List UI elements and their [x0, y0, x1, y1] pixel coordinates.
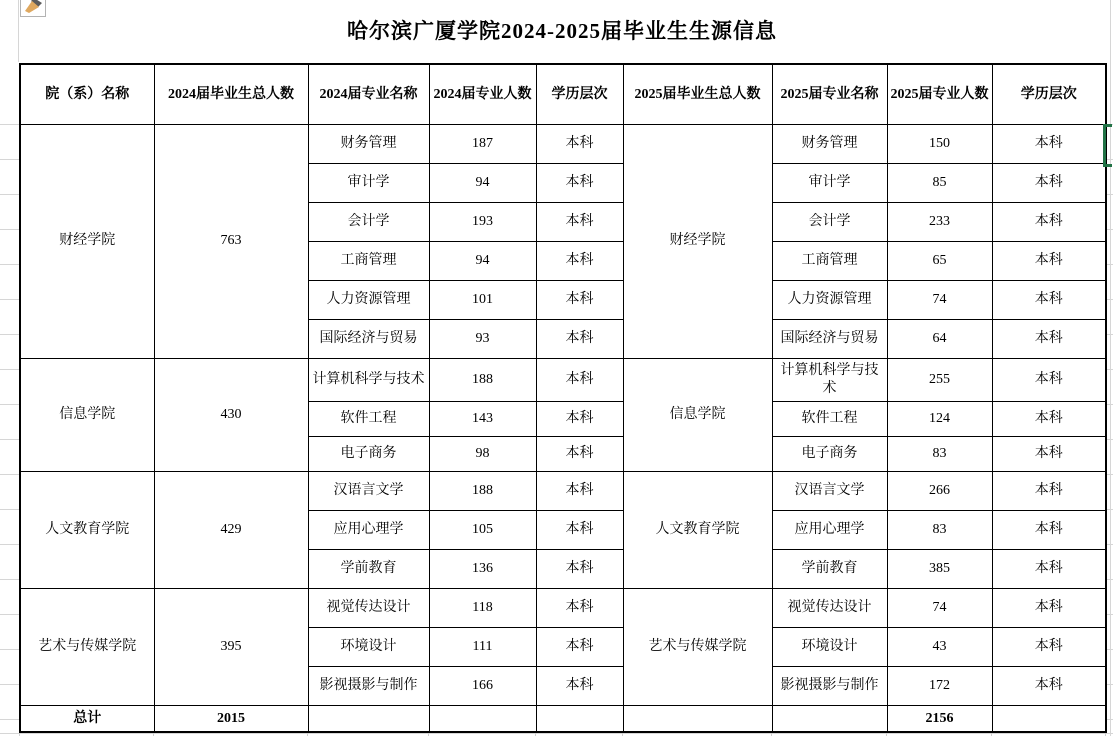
level-2025-cell[interactable]: 本科	[992, 471, 1106, 510]
count-2024-cell[interactable]: 118	[429, 588, 536, 627]
header-major-2024[interactable]: 2024届专业名称	[308, 64, 429, 124]
count-2025-cell[interactable]: 65	[887, 241, 992, 280]
header-major-2025[interactable]: 2025届专业名称	[772, 64, 887, 124]
level-2024-cell[interactable]: 本科	[536, 124, 623, 163]
count-2024-cell[interactable]: 93	[429, 319, 536, 358]
count-2024-cell[interactable]: 101	[429, 280, 536, 319]
level-2024-cell[interactable]: 本科	[536, 436, 623, 471]
header-college[interactable]: 院（系）名称	[20, 64, 154, 124]
count-2025-cell[interactable]: 64	[887, 319, 992, 358]
level-2025-cell[interactable]: 本科	[992, 627, 1106, 666]
level-2025-cell[interactable]: 本科	[992, 436, 1106, 471]
count-2024-cell[interactable]: 94	[429, 241, 536, 280]
major-2024-cell[interactable]: 审计学	[308, 163, 429, 202]
major-2025-cell[interactable]: 环境设计	[772, 627, 887, 666]
total-2024-cell[interactable]: 763	[154, 124, 308, 358]
major-2025-cell[interactable]: 计算机科学与技术	[772, 358, 887, 401]
header-count-2024[interactable]: 2024届专业人数	[429, 64, 536, 124]
major-2024-cell[interactable]: 视觉传达设计	[308, 588, 429, 627]
header-row	[20, 64, 1106, 124]
level-2024-cell[interactable]: 本科	[536, 471, 623, 510]
page-title: 哈尔滨广厦学院2024-2025届毕业生生源信息	[347, 19, 777, 43]
count-2024-cell[interactable]: 98	[429, 436, 536, 471]
level-2024-cell[interactable]: 本科	[536, 549, 623, 588]
college-cell[interactable]: 信息学院	[20, 358, 154, 471]
major-2025-cell[interactable]: 影视摄影与制作	[772, 666, 887, 705]
level-2024-cell[interactable]: 本科	[536, 401, 623, 436]
header-total-2025[interactable]: 2025届毕业生总人数	[623, 64, 772, 124]
major-2024-cell[interactable]: 汉语言文学	[308, 471, 429, 510]
major-2024-cell[interactable]: 人力资源管理	[308, 280, 429, 319]
major-2024-cell[interactable]: 影视摄影与制作	[308, 666, 429, 705]
major-2024-cell[interactable]: 计算机科学与技术	[308, 358, 429, 401]
major-2025-cell[interactable]: 学前教育	[772, 549, 887, 588]
level-2025-cell[interactable]: 本科	[992, 549, 1106, 588]
empty-cell[interactable]	[992, 705, 1106, 732]
college-cell[interactable]: 财经学院	[20, 124, 154, 358]
format-painter-brush-icon	[23, 0, 43, 14]
major-2024-cell[interactable]: 电子商务	[308, 436, 429, 471]
table-row	[20, 471, 1106, 510]
count-2024-cell[interactable]: 188	[429, 358, 536, 401]
level-2024-cell[interactable]: 本科	[536, 588, 623, 627]
level-2025-cell[interactable]: 本科	[992, 358, 1106, 401]
totals-2025-cell[interactable]: 2156	[887, 705, 992, 732]
level-2024-cell[interactable]: 本科	[536, 280, 623, 319]
college-2025-cell[interactable]: 财经学院	[623, 124, 772, 358]
header-level-2025[interactable]: 学历层次	[992, 64, 1106, 124]
active-cell-selection-border	[1103, 124, 1112, 167]
major-2025-cell[interactable]: 电子商务	[772, 436, 887, 471]
college-cell[interactable]: 艺术与传媒学院	[20, 588, 154, 705]
count-2024-cell[interactable]: 105	[429, 510, 536, 549]
level-2025-cell[interactable]: 本科	[992, 401, 1106, 436]
total-2024-cell[interactable]: 395	[154, 588, 308, 705]
major-2025-cell[interactable]: 汉语言文学	[772, 471, 887, 510]
major-2025-cell[interactable]: 工商管理	[772, 241, 887, 280]
major-2025-cell[interactable]: 应用心理学	[772, 510, 887, 549]
count-2024-cell[interactable]: 143	[429, 401, 536, 436]
count-2024-cell[interactable]: 166	[429, 666, 536, 705]
major-2025-cell[interactable]: 国际经济与贸易	[772, 319, 887, 358]
count-2025-cell[interactable]: 255	[887, 358, 992, 401]
count-2024-cell[interactable]: 111	[429, 627, 536, 666]
level-2025-cell[interactable]: 本科	[992, 124, 1106, 163]
total-2024-cell[interactable]: 430	[154, 358, 308, 471]
empty-cell[interactable]	[772, 705, 887, 732]
empty-cell[interactable]	[623, 705, 772, 732]
count-2025-cell[interactable]: 74	[887, 280, 992, 319]
count-2025-cell[interactable]: 83	[887, 510, 992, 549]
header-count-2025[interactable]: 2025届专业人数	[887, 64, 992, 124]
college-2025-cell[interactable]: 信息学院	[623, 358, 772, 471]
major-2024-cell[interactable]: 学前教育	[308, 549, 429, 588]
level-2025-cell[interactable]: 本科	[992, 163, 1106, 202]
count-2024-cell[interactable]: 188	[429, 471, 536, 510]
major-2024-cell[interactable]: 工商管理	[308, 241, 429, 280]
count-2025-cell[interactable]: 83	[887, 436, 992, 471]
totals-label-cell[interactable]: 总计	[20, 705, 154, 732]
totals-2024-cell[interactable]: 2015	[154, 705, 308, 732]
empty-cell[interactable]	[429, 705, 536, 732]
college-cell[interactable]: 人文教育学院	[20, 471, 154, 588]
major-2024-cell[interactable]: 环境设计	[308, 627, 429, 666]
count-2024-cell[interactable]: 187	[429, 124, 536, 163]
major-2024-cell[interactable]: 国际经济与贸易	[308, 319, 429, 358]
level-2024-cell[interactable]: 本科	[536, 163, 623, 202]
count-2025-cell[interactable]: 43	[887, 627, 992, 666]
level-2024-cell[interactable]: 本科	[536, 319, 623, 358]
level-2025-cell[interactable]: 本科	[992, 666, 1106, 705]
count-2025-cell[interactable]: 233	[887, 202, 992, 241]
level-2025-cell[interactable]: 本科	[992, 202, 1106, 241]
count-2024-cell[interactable]: 94	[429, 163, 536, 202]
level-2025-cell[interactable]: 本科	[992, 241, 1106, 280]
major-2025-cell[interactable]: 会计学	[772, 202, 887, 241]
count-2025-cell[interactable]: 150	[887, 124, 992, 163]
major-2024-cell[interactable]: 会计学	[308, 202, 429, 241]
major-2025-cell[interactable]: 人力资源管理	[772, 280, 887, 319]
major-2025-cell[interactable]: 软件工程	[772, 401, 887, 436]
count-2024-cell[interactable]: 193	[429, 202, 536, 241]
empty-cell[interactable]	[308, 705, 429, 732]
table-row	[20, 358, 1106, 401]
major-2024-cell[interactable]: 应用心理学	[308, 510, 429, 549]
count-2025-cell[interactable]: 266	[887, 471, 992, 510]
level-2024-cell[interactable]: 本科	[536, 358, 623, 401]
level-2025-cell[interactable]: 本科	[992, 510, 1106, 549]
empty-cell[interactable]	[536, 705, 623, 732]
level-2024-cell[interactable]: 本科	[536, 666, 623, 705]
level-2024-cell[interactable]: 本科	[536, 241, 623, 280]
major-2024-cell[interactable]: 软件工程	[308, 401, 429, 436]
graduate-source-table	[19, 63, 1107, 733]
row-gridlines-left-margin	[0, 90, 19, 736]
header-level-2024[interactable]: 学历层次	[536, 64, 623, 124]
count-2025-cell[interactable]: 124	[887, 401, 992, 436]
count-2025-cell[interactable]: 85	[887, 163, 992, 202]
college-2025-cell[interactable]: 艺术与传媒学院	[623, 588, 772, 705]
count-2025-cell[interactable]: 74	[887, 588, 992, 627]
count-2024-cell[interactable]: 136	[429, 549, 536, 588]
table-row	[20, 588, 1106, 627]
total-2024-cell[interactable]: 429	[154, 471, 308, 588]
count-2025-cell[interactable]: 385	[887, 549, 992, 588]
level-2024-cell[interactable]: 本科	[536, 627, 623, 666]
row-gridline-bottom	[0, 733, 1113, 734]
major-2025-cell[interactable]: 视觉传达设计	[772, 588, 887, 627]
major-2025-cell[interactable]: 财务管理	[772, 124, 887, 163]
level-2025-cell[interactable]: 本科	[992, 319, 1106, 358]
table-row	[20, 124, 1106, 163]
level-2025-cell[interactable]: 本科	[992, 588, 1106, 627]
level-2025-cell[interactable]: 本科	[992, 280, 1106, 319]
level-2024-cell[interactable]: 本科	[536, 510, 623, 549]
major-2025-cell[interactable]: 审计学	[772, 163, 887, 202]
header-total-2024[interactable]: 2024届毕业生总人数	[154, 64, 308, 124]
count-2025-cell[interactable]: 172	[887, 666, 992, 705]
major-2024-cell[interactable]: 财务管理	[308, 124, 429, 163]
totals-row	[20, 705, 1106, 732]
level-2024-cell[interactable]: 本科	[536, 202, 623, 241]
format-painter-button[interactable]	[20, 0, 46, 17]
college-2025-cell[interactable]: 人文教育学院	[623, 471, 772, 588]
